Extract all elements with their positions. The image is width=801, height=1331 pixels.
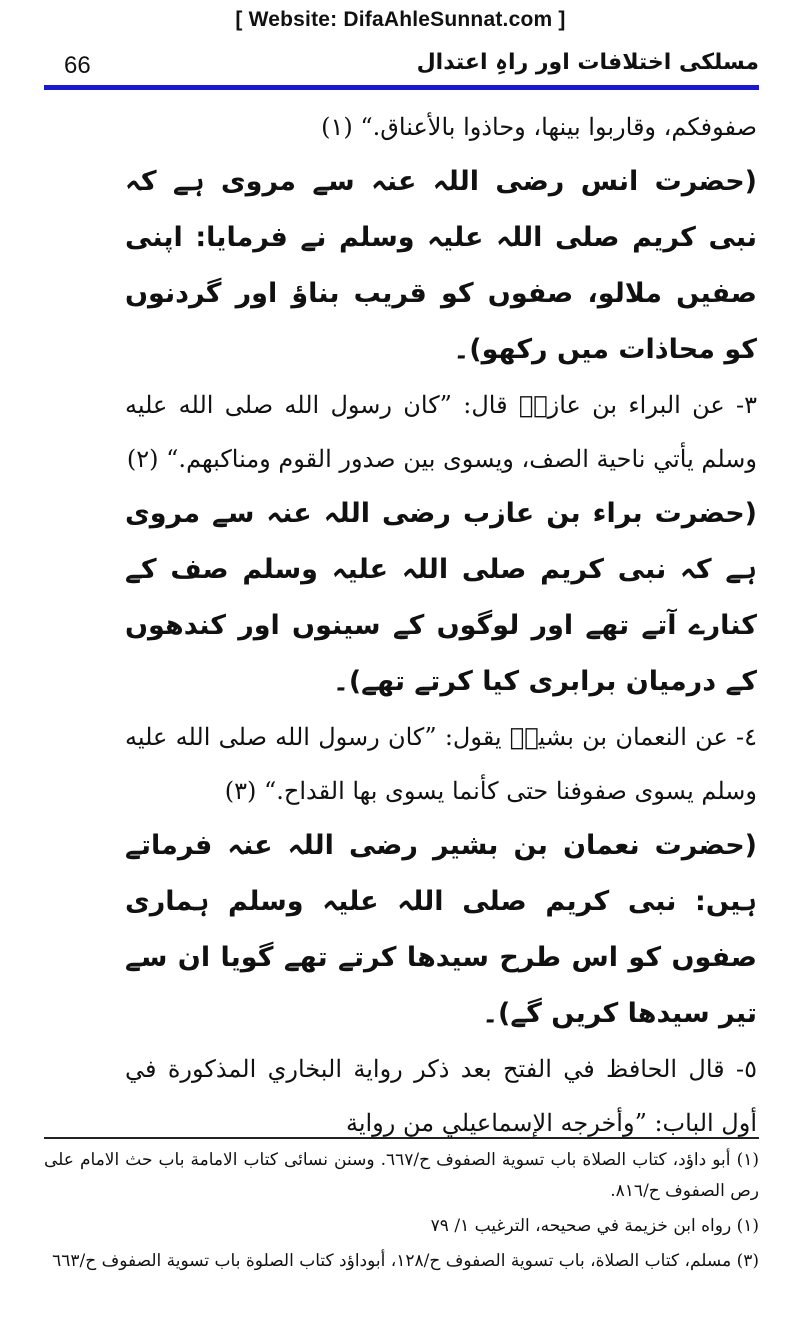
arabic-paragraph-2: ٣- عن البراء بن عازبؓ قال: ”كان رسول الله صلى الله عليه وسلم يأتي ناحية الصف، ويسوى بين صدور القوم ومناكبهم.“ (٢) xyxy=(125,391,757,473)
arabic-paragraph-3: ٤- عن النعمان بن بشيرؓ يقول: ”كان رسول الله صلى الله عليه وسلم يسوى صفوفنا حتى كأنما يسوى بها القداح.“ (٣) xyxy=(125,723,757,805)
website-banner: [ Website: DifaAhleSunnat.com ] xyxy=(235,8,566,31)
arabic-paragraph-4: ٥- قال الحافظ في الفتح بعد ذكر رواية البخاري المذكورة في أول الباب: ”وأخرجه الإسماعيلي من رواية xyxy=(125,1055,757,1137)
arabic-paragraph-1: صفوفكم، وقاربوا بينها، وحاذوا بالأعناق.“ (١) xyxy=(321,113,757,141)
footnote-1: (١) أبو داؤد، كتاب الصلاة باب تسوية الصفوف ح/٦٦٧. وسنن نسائی كتاب الامامة باب حث الامام على رص الصفوف ح/٨١٦. xyxy=(44,1150,759,1201)
urdu-paragraph-1: (حضرت انس رضی اللہ عنہ سے مروی ہے کہ نبی کریم صلی اللہ علیہ وسلم نے فرمایا: اپنی صفیں ملالو، صفوں کو قریب بناؤ اور گردنوں کو محاذات میں رکھو)۔ xyxy=(125,166,757,365)
book-title: مسلکی اختلافات اور راہِ اعتدال xyxy=(416,50,759,75)
footnotes xyxy=(44,1145,759,1281)
main-text xyxy=(125,100,757,1150)
urdu-paragraph-2: (حضرت براء بن عازب رضی اللہ عنہ سے مروی ہے کہ نبی کریم صلی اللہ علیہ وسلم صف کے کنارے آتے تھے اور لوگوں کے سینوں اور کندھوں کے درمیان برابری کیا کرتے تھے)۔ xyxy=(125,498,757,697)
footnote-2: (١) رواه ابن خزيمة في صحيحه، الترغيب ١/ ٧٩ xyxy=(430,1216,759,1236)
header-rule xyxy=(44,85,759,90)
page-header xyxy=(44,46,759,86)
page-number: 66 xyxy=(64,52,91,79)
footnote-3: (٣) مسلم، كتاب الصلاة، باب تسوية الصفوف ح/١٢٨، أبوداؤد كتاب الصلوة باب تسوية الصفوف ح/٦٦٣ xyxy=(52,1251,759,1271)
urdu-paragraph-3: (حضرت نعمان بن بشیر رضی اللہ عنہ فرماتے ہیں: نبی کریم صلی اللہ علیہ وسلم ہماری صفوں کو اس طرح سیدھا کرتے تھے گویا ان سے تیر سیدھا کریں گے)۔ xyxy=(125,830,757,1029)
footnote-divider xyxy=(44,1137,759,1139)
